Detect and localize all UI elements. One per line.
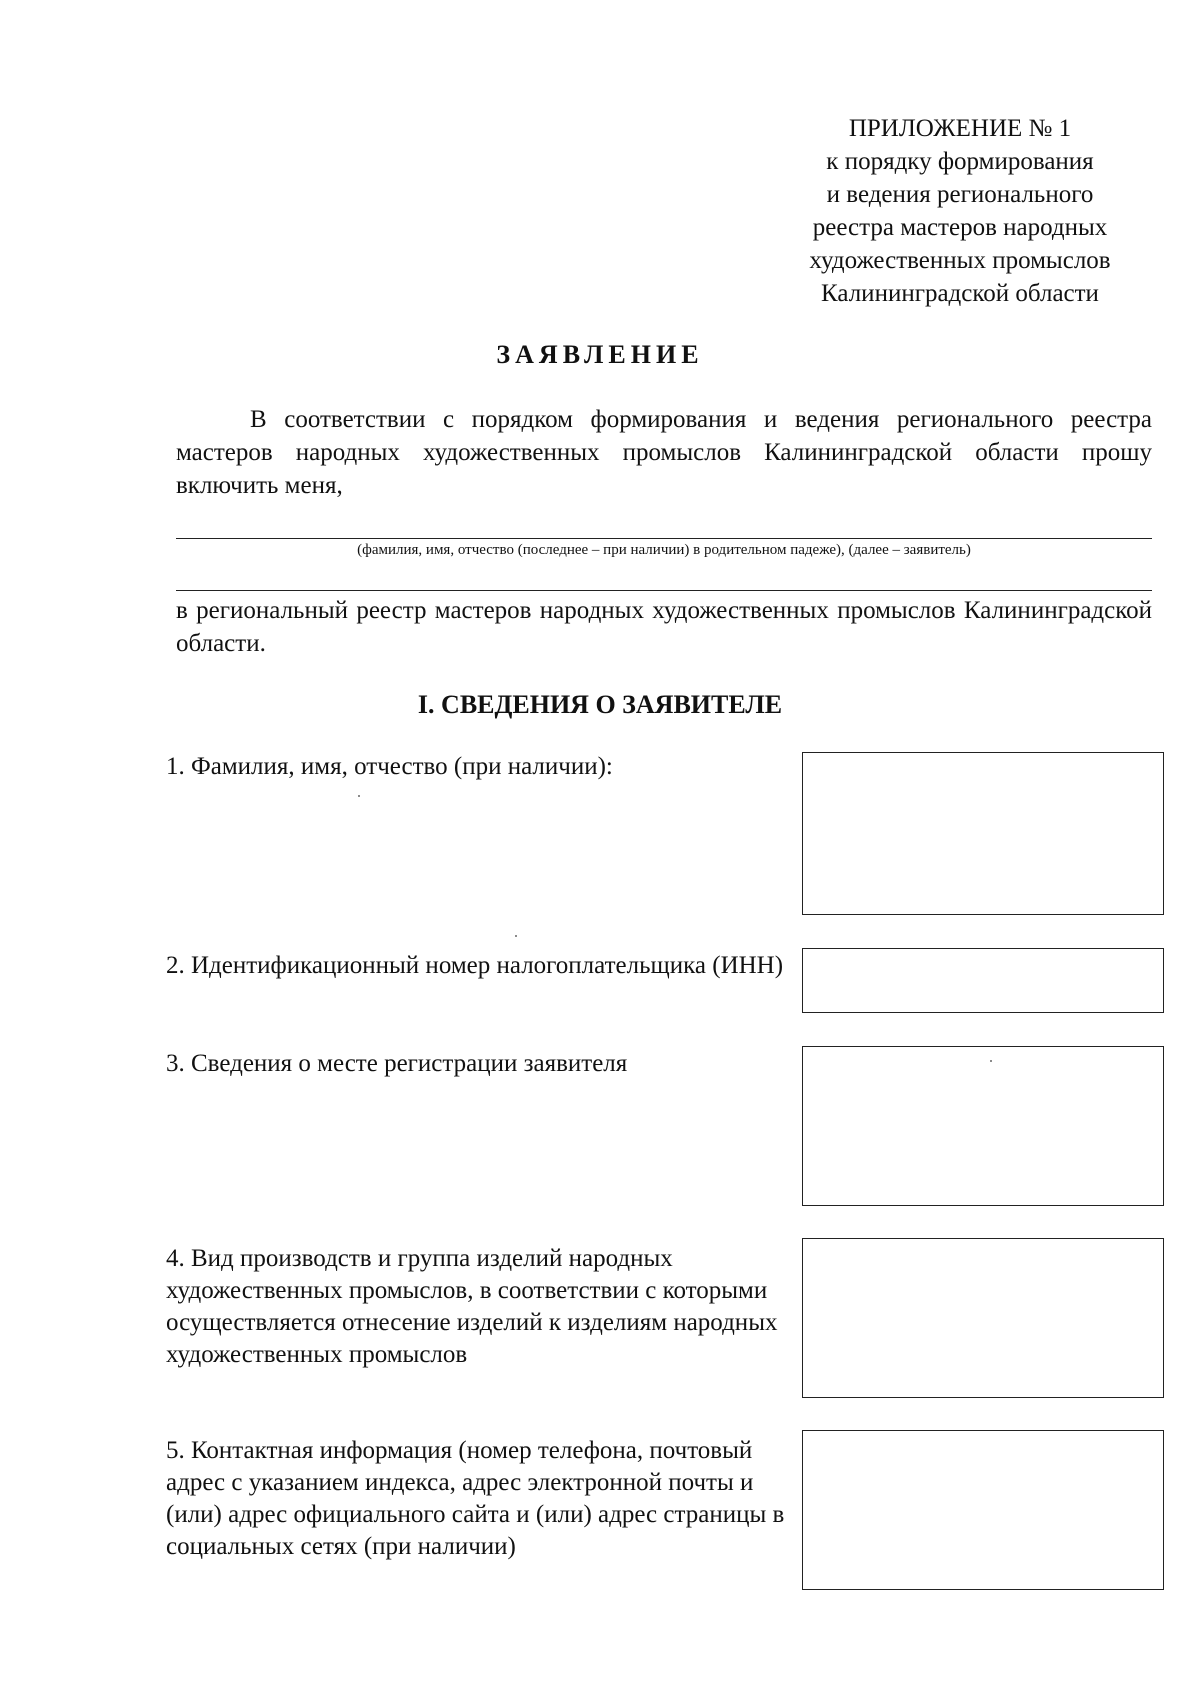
field-box-inn[interactable]: [802, 948, 1164, 1013]
appendix-line: реестра мастеров народных: [812, 214, 1108, 241]
appendix-heading: [760, 112, 1160, 310]
appendix-line: художественных промыслов: [809, 247, 1111, 274]
field-box-craft-type[interactable]: [802, 1238, 1164, 1398]
field-box-registration[interactable]: [802, 1046, 1164, 1206]
field-box-full-name[interactable]: [802, 752, 1164, 915]
field-label-registration: 3. Сведения о месте регистрации заявителя: [166, 1050, 628, 1077]
field-label-contacts: 5. Контактная информация (номер телефона, почтовый адрес с указанием индекса, адрес электронной почты и (или) адрес официального сайта и (или) адрес страницы в социальных сетях (при наличии): [166, 1437, 785, 1560]
appendix-line: Калининградской области: [821, 280, 1099, 307]
applicant-extra-fill-line[interactable]: [176, 590, 1152, 591]
section-title: I. СВЕДЕНИЯ О ЗАЯВИТЕЛЕ: [417, 690, 783, 719]
intro-paragraph: В соответствии с порядком формирования и ведения регионального реестра мастеров народных художественных промыслов Калининградской области прошу включить меня,: [176, 406, 1152, 499]
field-label-full-name: 1. Фамилия, имя, отчество (при наличии):: [166, 753, 613, 780]
register-paragraph: в региональный реестр мастеров народных художественных промыслов Калининградской области.: [176, 597, 1152, 657]
appendix-line: и ведения регионального: [826, 181, 1094, 208]
applicant-name-fill-line[interactable]: [176, 538, 1152, 539]
field-label-craft-type: 4. Вид производств и группа изделий народных художественных промыслов, в соответствии с которыми осуществляется отнесение изделий к изделиям народных художественных промыслов: [166, 1245, 778, 1368]
field-box-contacts[interactable]: [802, 1430, 1164, 1590]
appendix-line: ПРИЛОЖЕНИЕ № 1: [848, 115, 1072, 142]
document-title: ЗАЯВЛЕНИЕ: [496, 340, 704, 369]
appendix-line: к порядку формирования: [826, 148, 1094, 175]
field-label-inn: 2. Идентификационный номер налогоплательщика (ИНН): [166, 952, 784, 979]
scan-speck: [990, 1060, 992, 1062]
scan-speck: [358, 795, 360, 797]
fill-line-caption: (фамилия, имя, отчество (последнее – при наличии) в родительном падеже), (далее – заявитель): [357, 542, 971, 558]
scan-speck: [515, 935, 517, 937]
